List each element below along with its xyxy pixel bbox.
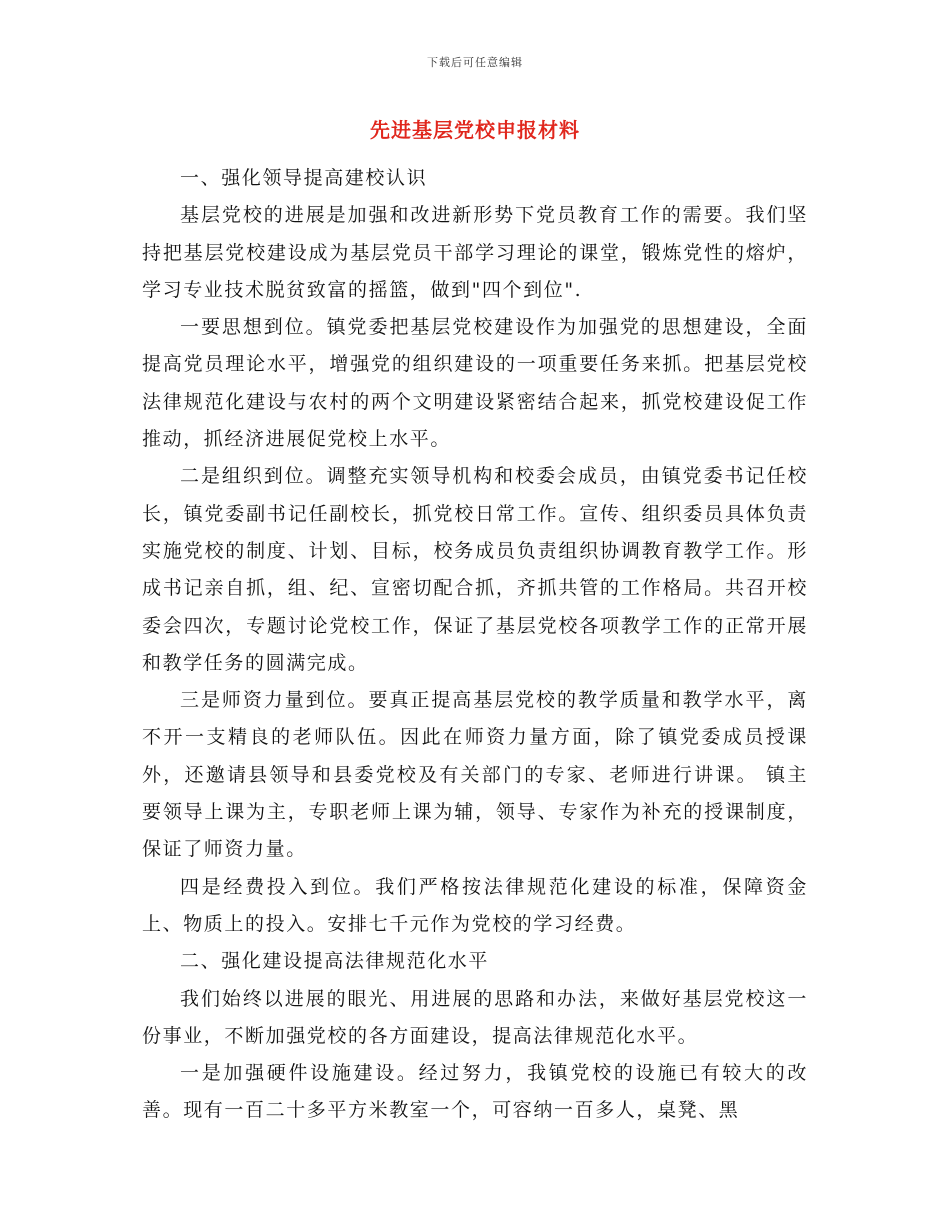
paragraph-thought: 一要思想到位。镇党委把基层党校建设作为加强党的思想建设，全面提高党员理论水平，增强党的组织建设的一项重要任务来抓。把基层党校法律规范化建设与农村的两个文明建设紧密结合起来，抓党校建设促工作推动，抓经济进展促党校上水平。 [142,316,808,451]
section-heading-1: 一、强化领导提高建校认识 [180,167,428,189]
paragraph-organization: 二是组织到位。调整充实领导机构和校委会成员，由镇党委书记任校长，镇党委副书记任副校长，抓党校日常工作。宣传、组织委员具体负责实施党校的制度、计划、目标，校务成员负责组织协调教育教学工作。形成书记亲自抓，组、纪、宣密切配合抓，齐抓共管的工作格局。共召开校委会四次，专题讨论党校工作，保证了基层党校各项教学工作的正常开展和教学任务的圆满完成。 [142,465,808,674]
document-body [142,160,808,1130]
paragraph-intro: 基层党校的进展是加强和改进新形势下党员教育工作的需要。我们坚持把基层党校建设成为基层党员干部学习理论的课堂，锻炼党性的熔炉，学习专业技术脱贫致富的摇篮，做到"四个到位". [142,204,808,301]
section-heading-2: 二、强化建设提高法律规范化水平 [180,950,490,973]
document-title: 先进基层党校申报材料 [370,118,580,142]
paragraph-funding: 四是经费投入到位。我们严格按法律规范化建设的标准，保障资金上、物质上的投入。安排七千元作为党校的学习经费。 [142,875,808,935]
paragraph-teachers: 三是师资力量到位。要真正提高基层党校的教学质量和教学水平，离不开一支精良的老师队伍。因此在师资力量方面，除了镇党委成员授课外，还邀请县领导和县委党校及有关部门的专家、老师进行讲课。 镇主要领导上课为主，专职老师上课为辅，领导、专家作为补充的授课制度，保证了师资力量。 [142,689,808,861]
paragraph-standardization: 我们始终以进展的眼光、用进展的思路和办法，来做好基层党校这一份事业，不断加强党校的各方面建设，提高法律规范化水平。 [142,987,808,1047]
header-note: 下载后可任意编辑 [427,56,523,69]
paragraph-hardware: 一是加强硬件设施建设。经过努力，我镇党校的设施已有较大的改善。现有一百二十多平方米教室一个，可容纳一百多人，桌凳、黑 [142,1062,808,1122]
